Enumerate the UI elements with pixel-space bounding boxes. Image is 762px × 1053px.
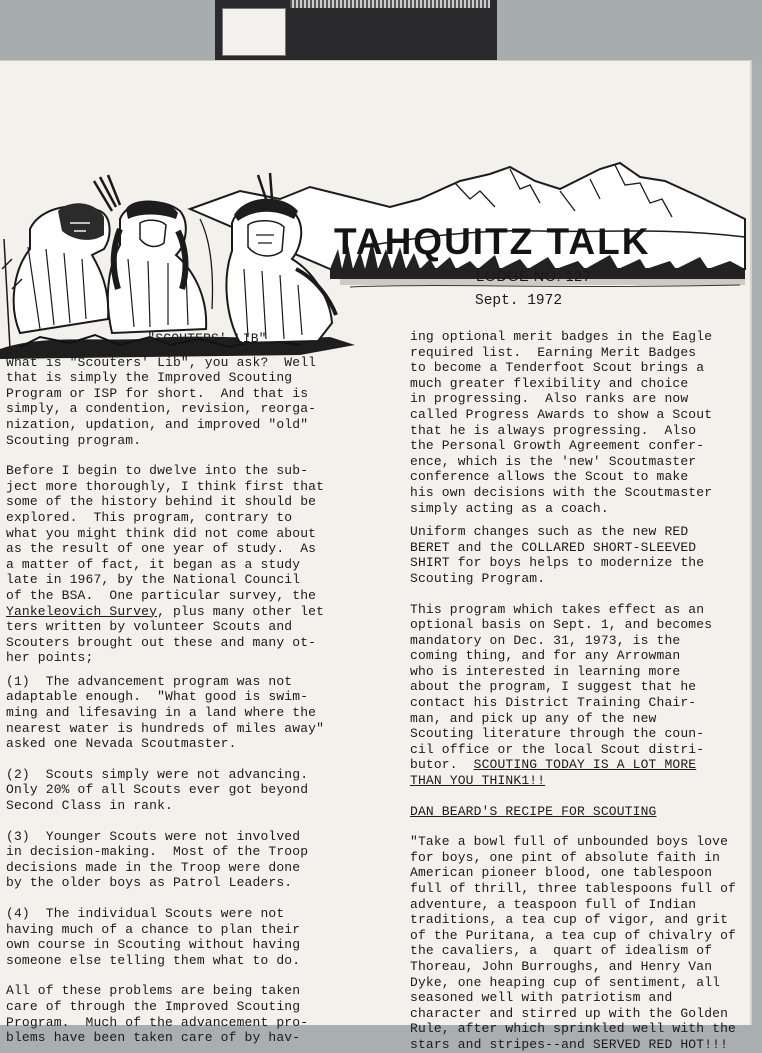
text-line: ming and lifesaving in a land where the — [6, 705, 317, 721]
newsletter-title: TAHQUITZ TALK — [334, 221, 651, 262]
text-line: called Progress Awards to show a Scout — [410, 406, 713, 422]
text-line: Dyke, one heaping cup of sentiment, all — [410, 974, 721, 990]
text-line: care of through the Improved Scouting — [6, 998, 301, 1014]
text-line: mandatory on Dec. 31, 1973, is the — [410, 632, 681, 648]
text-line: (4) The individual Scouts were not — [6, 906, 285, 921]
right-column — [410, 329, 746, 1053]
text-line: conference allows the Scout to make — [410, 469, 689, 485]
text-line: someone else telling them what to do. — [6, 952, 301, 968]
text-line: What is "Scouters' Lib", you ask? Well — [6, 354, 317, 370]
text-line: of the Puritana, a tea cup of chivalry of — [410, 927, 737, 943]
text-line: American pioneer blood, one tablespoon — [410, 865, 713, 881]
text-line: Scouting program. — [6, 432, 142, 448]
text-line: that he is always progressing. Also — [410, 422, 697, 438]
text-line: of the BSA. One particular survey, the — [6, 587, 317, 603]
text-line: This program which takes effect as an — [410, 601, 705, 617]
text-line — [6, 604, 398, 620]
text-line: for boys, one pint of absolute faith in — [410, 849, 721, 865]
text-line: what you might think did not come about — [6, 525, 317, 541]
text-line: in progressing. Also ranks are now — [410, 391, 689, 407]
survey-name: Yankeleovich Survey — [6, 603, 158, 619]
text-line: blems have been taken care of by hav- — [6, 1030, 301, 1046]
text-line: the Personal Growth Agreement confer- — [410, 438, 705, 454]
text-line: simply, a condention, revision, reorga- — [6, 401, 317, 417]
text-line: the cavaliers, a quart of idealism of — [410, 943, 713, 959]
text-line: who is interested in learning more — [410, 663, 681, 679]
text-line: required list. Earning Merit Badges — [410, 344, 697, 360]
text-line: about the program, I suggest that he — [410, 679, 697, 695]
text-line: full of thrill, three tablespoons full of — [410, 881, 737, 896]
text-line: Scouters brought out these and many ot- — [6, 634, 317, 650]
text-line: "Take a bowl full of unbounded boys love — [410, 834, 729, 850]
article-title: "SCOUTERS' LIB" — [147, 331, 267, 346]
text-line: Only 20% of all Scouts ever got beyond — [6, 782, 309, 798]
text-line: contact his District Training Chair- — [410, 695, 697, 711]
scanner-label — [222, 8, 286, 56]
text-span: butor. — [410, 757, 474, 773]
text-line: ject more thoroughly, I think first that — [6, 478, 325, 494]
text-line: simply acting as a coach. — [410, 500, 609, 516]
newsletter-page — [0, 60, 752, 1052]
issue-date: Sept. 1972 — [475, 293, 563, 309]
text-line: Scouting literature through the coun- — [410, 726, 705, 742]
text-line: traditions, a tea cup of vigor, and grit — [410, 912, 729, 928]
text-line: coming thing, and for any Arrowman — [410, 648, 681, 664]
text-line: Second Class in rank. — [6, 798, 173, 814]
text-line: much greater flexibility and choice — [410, 375, 689, 391]
text-line: a matter of fact, it began as a study — [6, 556, 301, 572]
text-line: own course in Scouting without having — [6, 937, 301, 953]
text-line: character and stirred up with the Golden — [410, 1005, 729, 1021]
text-line: (1) The advancement program was not — [6, 673, 293, 689]
slogan-closing: THAN YOU THINK1!! — [410, 773, 546, 789]
text-line: BERET and the COLLARED SHORT-SLEEVED — [410, 539, 697, 555]
text-line: his own decisions with the Scoutmaster — [410, 484, 713, 500]
text-line: optional basis on Sept. 1, and becomes — [410, 617, 713, 633]
text-line: ters written by volunteer Scouts and — [6, 619, 293, 635]
text-line: decisions made in the Troop were done — [6, 859, 301, 875]
text-line: in decision-making. Most of the Troop — [6, 844, 309, 860]
text-span: , plus many other let — [157, 603, 325, 619]
text-line: Before I begin to dwelve into the sub- — [6, 463, 309, 479]
text-line: by the older boys as Patrol Leaders. — [6, 875, 293, 891]
text-line: nization, updation, and improved "old" — [6, 416, 309, 432]
text-line: All of these problems are being taken — [6, 983, 301, 999]
text-line: ing optional merit badges in the Eagle — [410, 329, 713, 344]
text-line: Program. Much of the advancement pro- — [6, 1014, 309, 1030]
text-line: ence, which is the 'new' Scoutmaster — [410, 453, 697, 469]
text-line: Program or ISP for short. And that is — [6, 385, 309, 401]
text-line: stars and stripes--and SERVED RED HOT!!! — [410, 1036, 729, 1052]
text-line: late in 1967, by the National Council — [6, 572, 301, 588]
text-line: seasoned well with patriotism and — [410, 990, 673, 1006]
text-line: that is simply the Improved Scouting — [6, 370, 293, 386]
text-line: explored. This program, contrary to — [6, 509, 293, 525]
scanner-strip — [290, 0, 490, 8]
text-line: man, and pick up any of the new — [410, 710, 657, 726]
text-line: asked one Nevada Scoutmaster. — [6, 736, 237, 752]
recipe-title: DAN BEARD'S RECIPE FOR SCOUTING — [410, 803, 657, 819]
text-line: Scouting Program. — [410, 570, 546, 586]
text-line: her points; — [6, 650, 94, 666]
text-line: SHIRT for boys helps to modernize the — [410, 555, 705, 571]
text-line: (3) Younger Scouts were not involved — [6, 828, 301, 844]
text-line: to become a Tenderfoot Scout brings a — [410, 360, 705, 376]
text-line: as the result of one year of study. As — [6, 541, 317, 557]
text-line: adventure, a teaspoon full of Indian — [410, 896, 697, 912]
text-line: nearest water is hundreds of miles away" — [6, 720, 325, 736]
text-line: Thoreau, John Burroughs, and Henry Van — [410, 958, 713, 974]
text-line: Uniform changes such as the new RED — [410, 524, 689, 540]
text-line: adaptable enough. "What good is swim- — [6, 689, 309, 705]
text-line: having much of a chance to plan their — [6, 921, 301, 937]
text-line: (2) Scouts simply were not advancing. — [6, 766, 309, 782]
lodge-number: LODGE NO. 127 — [476, 269, 592, 285]
text-line: some of the history behind it should be — [6, 494, 317, 510]
slogan: SCOUTING TODAY IS A LOT MORE — [473, 757, 697, 773]
text-line — [410, 757, 746, 773]
text-line: Rule, after which sprinkled well with the — [410, 1021, 737, 1037]
left-column — [6, 331, 398, 1046]
text-line: cil office or the local Scout distri- — [410, 741, 705, 757]
